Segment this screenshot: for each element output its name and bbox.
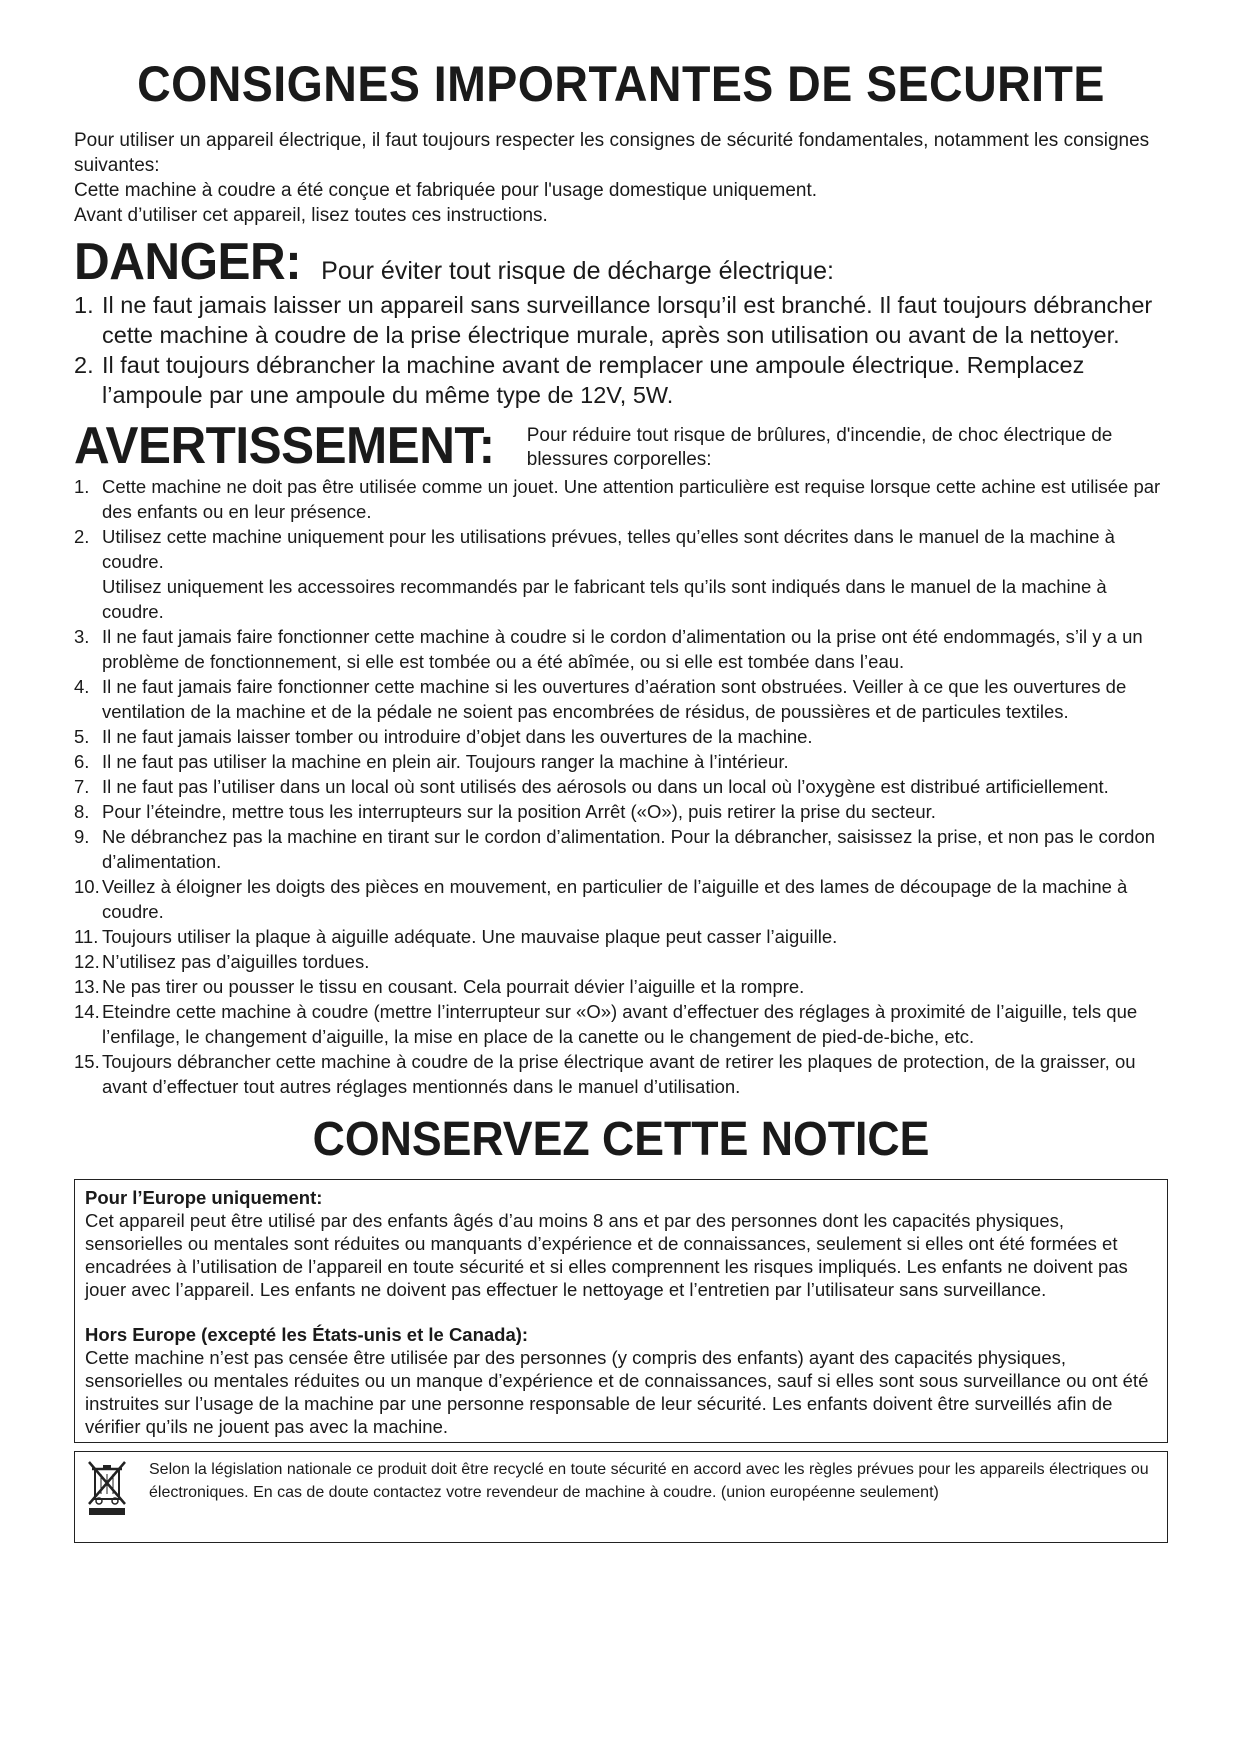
item-number: 1. <box>74 292 94 318</box>
list-item <box>74 924 1168 949</box>
page-title: CONSIGNES IMPORTANTES DE SECURITE <box>137 56 1105 112</box>
recycling-notice-box <box>74 1451 1168 1543</box>
europe-heading: Pour l’Europe uniquement: <box>85 1187 323 1208</box>
intro-line: Cette machine à coudre a été conçue et fabriquée pour l'usage domestique uniquement. <box>74 180 818 201</box>
warning-list <box>74 474 1168 1099</box>
item-extra-text: Utilisez uniquement les accessoires recommandés par le fabricant tels qu’ils sont indiqués dans le manuel de la machine à coudre. <box>102 576 1107 622</box>
document-page <box>74 48 1168 1543</box>
item-number: 3. <box>74 626 90 647</box>
outside-europe-text: Cette machine n’est pas censée être utilisée par des personnes (y compris des enfants) ayant des capacités physiques, sensorielles ou mentales réduites ou un manque d’expérience et de connaissances, sauf si elles sont sous surveillance ou ont été instruites sur l’usage de la machine par une personne responsable de leur sécurité. Les enfants doivent être surveillés afin de vérifier qu’ils ne jouent pas avec la machine. <box>85 1347 1149 1437</box>
item-number: 8. <box>74 801 90 822</box>
list-item <box>74 999 1168 1049</box>
list-item <box>74 874 1168 924</box>
item-number: 5. <box>74 726 90 747</box>
list-item <box>74 749 1168 774</box>
list-item <box>74 290 1168 350</box>
list-item <box>74 624 1168 674</box>
item-number: 15. <box>74 1051 100 1072</box>
item-text: Toujours utiliser la plaque à aiguille adéquate. Une mauvaise plaque peut casser l’aiguille. <box>102 926 838 947</box>
save-notice-title: CONSERVEZ CETTE NOTICE <box>312 1113 930 1166</box>
danger-label: DANGER: <box>74 233 302 291</box>
list-item <box>74 350 1168 410</box>
item-text: Il ne faut jamais faire fonctionner cette machine si les ouvertures d’aération sont obstruées. Veiller à ce que les ouvertures de ventilation de la machine et de la pédale ne soient pas encombrées de résidus, de poussières et de particules textiles. <box>102 676 1127 722</box>
warning-label: AVERTISSEMENT: <box>74 417 495 475</box>
crossed-out-wheelie-bin-icon <box>85 1458 129 1516</box>
danger-heading <box>74 234 1168 290</box>
intro-section <box>74 128 1168 228</box>
list-item <box>74 824 1168 874</box>
item-text: Il faut toujours débrancher la machine avant de remplacer une ampoule électrique. Remplacez l’ampoule par une ampoule du même type de 12V, 5W. <box>102 352 1085 408</box>
item-number: 10. <box>74 876 100 897</box>
item-number: 1. <box>74 476 90 497</box>
item-text: Eteindre cette machine à coudre (mettre l’interrupteur sur «O») avant d’effectuer des réglages à proximité de l’aiguille, tels que l’enfilage, le changement d’aiguille, la mise en place de la canette ou le changement de pied-de-biche, etc. <box>102 1001 1138 1047</box>
item-text: Pour l’éteindre, mettre tous les interrupteurs sur la position Arrêt («O»), puis retirer la prise du secteur. <box>102 801 936 822</box>
item-number: 12. <box>74 951 100 972</box>
warning-subtitle: Pour réduire tout risque de brûlures, d'incendie, de choc électrique de blessures corporelles: <box>526 425 1113 470</box>
item-text: Il ne faut jamais laisser tomber ou introduire d’objet dans les ouvertures de la machine. <box>102 726 813 747</box>
list-item <box>74 1049 1168 1099</box>
item-text: Ne débranchez pas la machine en tirant sur le cordon d’alimentation. Pour la débrancher, saisissez la prise, et non pas le cordon d’alimentation. <box>102 826 1156 872</box>
danger-list <box>74 290 1168 410</box>
list-item <box>74 524 1168 624</box>
list-item <box>74 974 1168 999</box>
item-number: 4. <box>74 676 90 697</box>
warning-heading <box>74 418 1168 474</box>
item-number: 9. <box>74 826 90 847</box>
intro-line: Avant d’utiliser cet appareil, lisez toutes ces instructions. <box>74 205 548 226</box>
item-text: Ne pas tirer ou pousser le tissu en cousant. Cela pourrait dévier l’aiguille et la rompre. <box>102 976 805 997</box>
item-number: 7. <box>74 776 90 797</box>
europe-text: Cet appareil peut être utilisé par des enfants âgés d’au moins 8 ans et par des personnes dont les capacités physiques, sensorielles ou mentales sont réduites ou manquants d’expérience et de connaissances, seulement si elles ont été formées et encadrées à l’utilisation de l’appareil en toute sécurité et si elles comprennent les risques impliqués. Les enfants ne doivent pas jouer avec l’appareil. Les enfants ne doivent pas effectuer le nettoyage et l’entretien par l’utilisateur sans surveillance. <box>85 1210 1128 1300</box>
outside-europe-heading: Hors Europe (excepté les États-unis et le Canada): <box>85 1324 529 1345</box>
recycling-text: Selon la législation nationale ce produit doit être recyclé en toute sécurité en accord avec les règles prévues pour les appareils électriques ou électroniques. En cas de doute contactez votre revendeur de machine à coudre. (union européenne seulement) <box>149 1461 1149 1501</box>
item-text: Toujours débrancher cette machine à coudre de la prise électrique avant de retirer les plaques de protection, de la graisser, ou avant d’effectuer tout autres réglages mentionnés dans le manuel d’utilisation. <box>102 1051 1136 1097</box>
item-text: Il ne faut pas utiliser la machine en plein air. Toujours ranger la machine à l’intérieur. <box>102 751 789 772</box>
list-item <box>74 949 1168 974</box>
europe-notice-box <box>74 1179 1168 1443</box>
item-number: 11. <box>74 926 99 947</box>
item-number: 6. <box>74 751 90 772</box>
list-item <box>74 774 1168 799</box>
item-number: 14. <box>74 1001 100 1022</box>
list-item <box>74 724 1168 749</box>
item-text: N’utilisez pas d’aiguilles tordues. <box>102 951 370 972</box>
intro-line: Pour utiliser un appareil électrique, il faut toujours respecter les consignes de sécurité fondamentales, notamment les consignes suivantes: <box>74 130 1150 176</box>
item-text: Veillez à éloigner les doigts des pièces en mouvement, en particulier de l’aiguille et des lames de découpage de la machine à coudre. <box>102 876 1128 922</box>
item-text: Il ne faut jamais laisser un appareil sans surveillance lorsqu’il est branché. Il faut toujours débrancher cette machine à coudre de la prise électrique murale, après son utilisation ou avant de la nettoyer. <box>102 292 1153 348</box>
item-text: Il ne faut jamais faire fonctionner cette machine à coudre si le cordon d’alimentation ou la prise ont été endommagés, s’il y a un problème de fonctionnement, si elle est tombée ou a été abîmée, ou si elle est tombée dans l’eau. <box>102 626 1143 672</box>
item-text: Utilisez cette machine uniquement pour les utilisations prévues, telles qu’elles sont décrites dans le manuel de la machine à coudre. <box>102 526 1115 572</box>
list-item <box>74 474 1168 524</box>
item-number: 2. <box>74 352 94 378</box>
list-item <box>74 674 1168 724</box>
item-number: 13. <box>74 976 100 997</box>
item-text: Cette machine ne doit pas être utilisée comme un jouet. Une attention particulière est requise lorsque cette achine est utilisée par des enfants ou en leur présence. <box>102 476 1161 522</box>
item-number: 2. <box>74 526 90 547</box>
item-text: Il ne faut pas l’utiliser dans un local où sont utilisés des aérosols ou dans un local où l’oxygène est distribué artificiellement. <box>102 776 1109 797</box>
list-item <box>74 799 1168 824</box>
danger-subtitle: Pour éviter tout risque de décharge électrique: <box>321 257 834 285</box>
